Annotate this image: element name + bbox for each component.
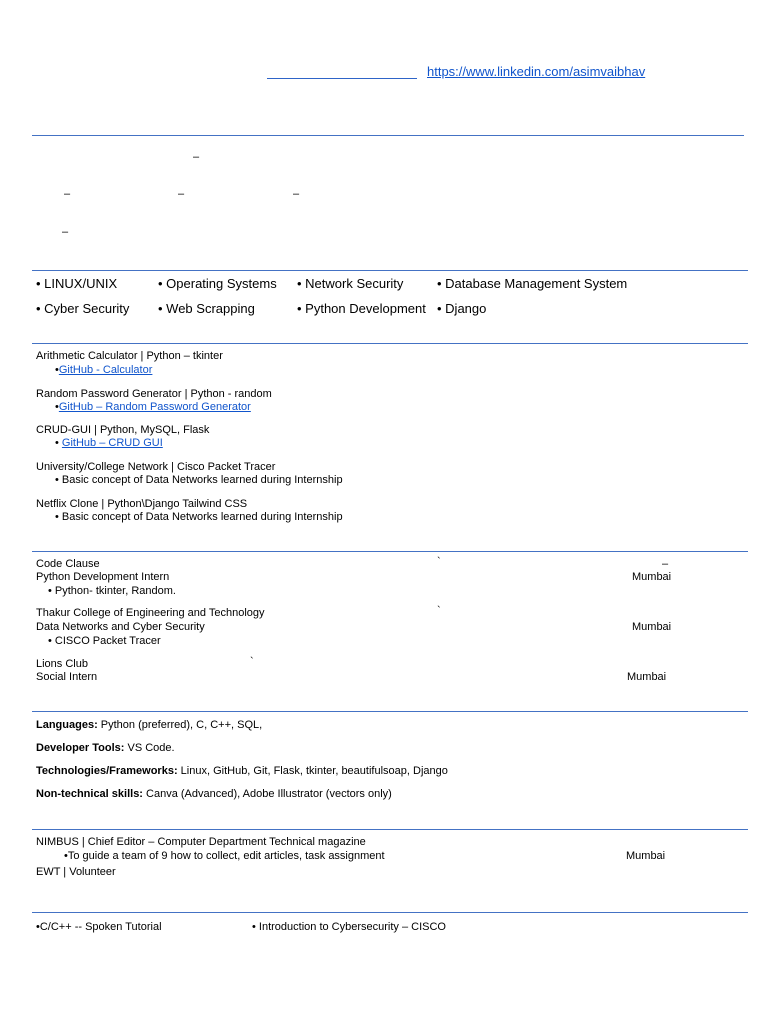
- skill-item: • Django: [437, 301, 487, 316]
- experience-org: Thakur College of Engineering and Technology: [36, 607, 265, 619]
- project-title: Random Password Generator | Python - random: [36, 388, 272, 400]
- section-divider: [32, 270, 748, 271]
- header-underline: [267, 78, 417, 79]
- experience-location: Mumbai: [627, 671, 667, 683]
- header-divider: [32, 135, 744, 136]
- activity-title: EWT | Volunteer: [36, 866, 116, 878]
- experience-mark: `: [250, 656, 254, 668]
- skill-item: • Network Security: [297, 276, 404, 291]
- github-password-generator-link[interactable]: GitHub – Random Password Generator: [58, 401, 251, 413]
- project-bullet: •GitHub - Calculator: [55, 364, 153, 376]
- tech-skill-row: Languages: Python (preferred), C, C++, SQL,: [36, 719, 263, 731]
- project-bullet: • GitHub – CRUD GUI: [55, 437, 163, 449]
- experience-mark: `: [437, 605, 441, 617]
- tech-skill-row: Developer Tools: VS Code.: [36, 742, 175, 754]
- activity-detail: •To guide a team of 9 how to collect, edit articles, task assignment: [64, 850, 385, 862]
- linkedin-link[interactable]: https://www.linkedin.com/asimvaibhav: [427, 64, 646, 79]
- section-divider: [32, 551, 748, 552]
- experience-mark: `: [437, 556, 441, 568]
- certification-item: • Introduction to Cybersecurity – CISCO: [252, 921, 446, 933]
- dash-mark: –: [178, 188, 185, 200]
- project-title: Netflix Clone | Python\Django Tailwind CSS: [36, 498, 248, 510]
- skill-item: • Python Development: [297, 301, 426, 316]
- project-title: University/College Network | Cisco Packet Tracer: [36, 461, 276, 473]
- experience-detail: • Python- tkinter, Random.: [48, 585, 176, 597]
- tech-skill-row: Non-technical skills: Canva (Advanced), Adobe Illustrator (vectors only): [36, 788, 392, 800]
- experience-detail: • CISCO Packet Tracer: [48, 635, 161, 647]
- section-divider: [32, 912, 748, 913]
- section-divider: [32, 711, 748, 712]
- experience-location: Mumbai: [632, 571, 672, 583]
- dash-mark: –: [193, 151, 200, 163]
- github-calculator-link[interactable]: GitHub - Calculator: [58, 364, 153, 376]
- dash-mark: –: [64, 188, 71, 200]
- experience-org: Code Clause: [36, 558, 100, 570]
- skill-item: • Database Management System: [437, 276, 628, 291]
- certification-item: •C/C++ -- Spoken Tutorial: [36, 921, 162, 933]
- experience-role: Social Intern: [36, 671, 98, 683]
- tech-skill-row: Technologies/Frameworks: Linux, GitHub, Git, Flask, tkinter, beautifulsoap, Django: [36, 765, 448, 777]
- skill-item: • Cyber Security: [36, 301, 130, 316]
- section-divider: [32, 829, 748, 830]
- github-crud-gui-link[interactable]: GitHub – CRUD GUI: [61, 437, 163, 449]
- experience-location: Mumbai: [632, 621, 672, 633]
- activity-title: NIMBUS | Chief Editor – Computer Department Technical magazine: [36, 836, 366, 848]
- section-divider: [32, 343, 748, 344]
- dash-mark: –: [293, 188, 300, 200]
- skill-item: • Operating Systems: [158, 276, 277, 291]
- project-title: Arithmetic Calculator | Python – tkinter: [36, 350, 223, 362]
- experience-dash: –: [662, 558, 669, 570]
- activity-location: Mumbai: [626, 850, 666, 862]
- project-bullet: •GitHub – Random Password Generator: [55, 401, 251, 413]
- experience-role: Data Networks and Cyber Security: [36, 621, 205, 633]
- project-detail: • Basic concept of Data Networks learned during Internship: [55, 474, 343, 486]
- project-title: CRUD-GUI | Python, MySQL, Flask: [36, 424, 210, 436]
- experience-org: Lions Club: [36, 658, 88, 670]
- skill-item: • Web Scrapping: [158, 301, 255, 316]
- dash-mark: –: [62, 226, 69, 238]
- project-detail: • Basic concept of Data Networks learned during Internship: [55, 511, 343, 523]
- skill-item: • LINUX/UNIX: [36, 276, 118, 291]
- experience-role: Python Development Intern: [36, 571, 170, 583]
